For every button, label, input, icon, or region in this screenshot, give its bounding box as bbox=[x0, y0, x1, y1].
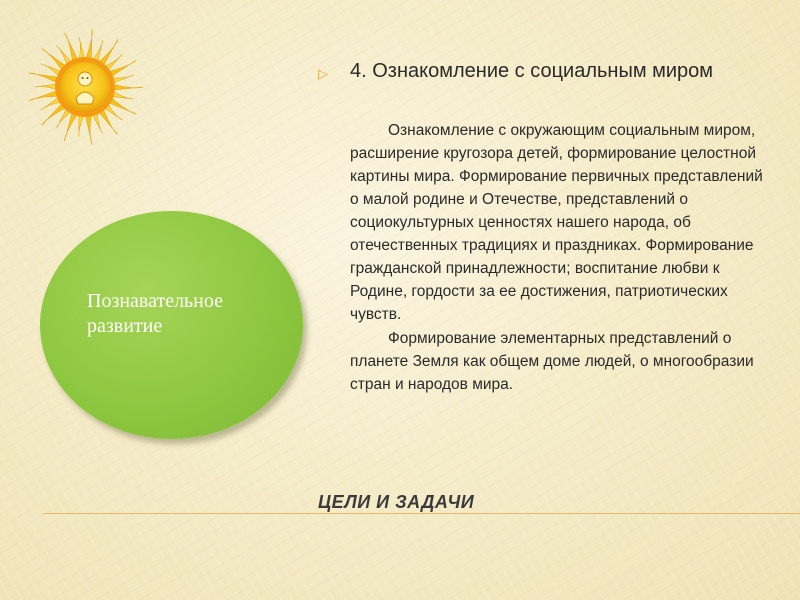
arrow-bullet-icon: ▷ bbox=[318, 66, 328, 81]
sun-ray bbox=[85, 112, 92, 144]
sun-ray bbox=[85, 29, 92, 61]
sun-ray bbox=[111, 84, 143, 90]
paragraph: Ознакомление с окружающим социальным миром, расширение кругозора детей, формирование целостной картины мира. Формирование первичных представлений о малой родине и Отечестве, представлений о социокультурных ценностях нашего народа, об отечественных традициях и праздниках. Формирование гражданской принадлежности; воспитание любви к Родине, гордости за ее достижения, патриотических чувств. bbox=[350, 122, 763, 323]
slide-title: ЦЕЛИ И ЗАДАЧИ bbox=[318, 492, 475, 512]
divider-line bbox=[43, 513, 800, 514]
circle-label: Познавательное развитие bbox=[87, 290, 224, 337]
section-heading: 4. Ознакомление с социальным миром bbox=[350, 60, 714, 82]
body-text bbox=[350, 119, 775, 396]
sun-logo-icon bbox=[24, 26, 146, 148]
paragraph: Формирование элементарных представлений о планете Земля как общем доме людей, о многообразии стран и народов мира. bbox=[350, 330, 754, 393]
